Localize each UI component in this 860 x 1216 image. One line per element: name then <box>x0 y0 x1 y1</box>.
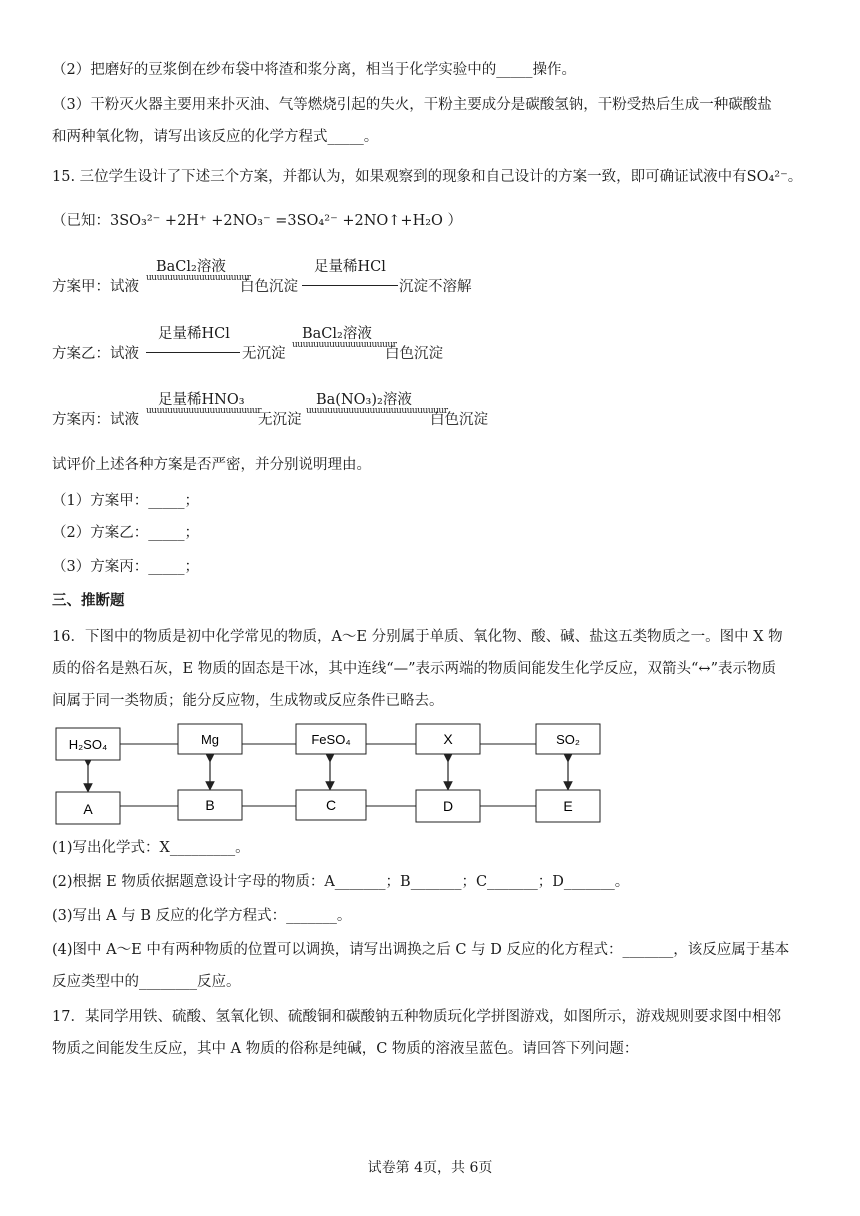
question-16-sub-4-line-1: (4)图中 A～E 中有两种物质的位置可以调换，请写出调换之后 C 与 D 反应的化方程式：_______，该反应属于基本 <box>52 942 790 958</box>
scheme-yi-arrow-2: uuuuuuuuuuuuuuuuuuur <box>292 340 397 350</box>
scheme-bing-arrow-1: uuuuuuuuuuuuuuuuuuuuur <box>146 406 262 416</box>
label-bottom-2: B <box>205 797 215 813</box>
label-top-5: SO₂ <box>556 732 580 747</box>
scheme-bing <box>52 388 812 428</box>
label-top-3: FeSO₄ <box>311 732 351 747</box>
scheme-jia <box>52 255 812 295</box>
scheme-yi-result-2: 白色沉淀 <box>385 346 443 362</box>
scheme-bing-result-1: 无沉淀 <box>258 412 302 428</box>
question-16-line-1: 16．下图中的物质是初中化学常见的物质，A～E 分别属于单质、氧化物、酸、碱、盐这五类物质之一。图中 X 物 <box>52 629 783 645</box>
scheme-yi <box>52 322 812 362</box>
section-heading: 三、推断题 <box>52 592 125 609</box>
scheme-bing-result-2: 白色沉淀 <box>430 412 488 428</box>
scheme-yi-reagent-2: BaCl₂溶液 <box>302 326 372 342</box>
question-17-line-1: 17．某同学用铁、硫酸、氢氧化钡、硫酸铜和碳酸钠五种物质玩化学拼图游戏，如图所示，游戏规则要求图中相邻 <box>52 1009 781 1025</box>
question-16-sub-1: (1)写出化学式：X_________。 <box>52 840 250 856</box>
scheme-bing-label: 方案丙：试液 <box>52 412 139 428</box>
scheme-jia-result-2: 沉淀不溶解 <box>399 279 472 295</box>
scheme-bing-reagent-2: Ba(NO₃)₂溶液 <box>316 392 412 408</box>
question-14-part-3-line-1: （3）干粉灭火器主要用来扑灭油、气等燃烧引起的失火，干粉主要成分是碳酸氢钠，干粉受热后生成一种碳酸盐 <box>52 97 772 113</box>
scheme-yi-reagent-1: 足量稀HCl <box>158 326 230 342</box>
question-16-sub-4-line-2: 反应类型中的________反应。 <box>52 974 241 990</box>
scheme-yi-arrow-1 <box>146 352 240 353</box>
scheme-jia-arrow-2 <box>302 285 398 286</box>
label-top-4: X <box>443 731 453 747</box>
scheme-bing-reagent-1: 足量稀HNO₃ <box>158 392 245 408</box>
label-bottom-3: C <box>325 797 337 813</box>
label-bottom-5: E <box>563 798 573 814</box>
question-15-stem: 15. 三位学生设计了下述三个方案，并都认为，如果观察到的现象和自己设计的方案一致，即可确证试液中有SO₄²⁻。 <box>52 169 803 185</box>
substance-relation-diagram <box>50 718 610 828</box>
question-14-part-2: （2）把磨好的豆浆倒在纱布袋中将渣和浆分离，相当于化学实验中的_____操作。 <box>52 62 576 78</box>
scheme-jia-reagent-2: 足量稀HCl <box>314 259 386 275</box>
scheme-jia-result-1: 白色沉淀 <box>240 279 298 295</box>
label-top-1: H₂SO₄ <box>68 737 108 752</box>
question-16-sub-3: (3)写出 A 与 B 反应的化学方程式：_______。 <box>52 908 352 924</box>
label-bottom-1: A <box>83 801 93 817</box>
scheme-yi-label: 方案乙：试液 <box>52 346 139 362</box>
question-14-part-3-line-2: 和两种氧化物，请写出该反应的化学方程式_____。 <box>52 129 379 145</box>
scheme-jia-label: 方案甲：试液 <box>52 279 139 295</box>
question-16-line-3: 间属于同一类物质；能分反应物，生成物或反应条件已略去。 <box>52 693 444 709</box>
question-16-line-2: 质的俗名是熟石灰，E 物质的固态是干冰，其中连线“—”表示两端的物质间能发生化学反应，双箭头“↔”表示物质 <box>52 661 776 677</box>
scheme-jia-reagent-1: BaCl₂溶液 <box>156 259 226 275</box>
question-15-known-equation: （已知：3SO₃²⁻ +2H⁺ +2NO₃⁻ =3SO₄²⁻ +2NO↑+H₂O ） <box>52 213 463 229</box>
question-16-sub-2: (2)根据 E 物质依据题意设计字母的物质：A_______；B_______；C_______；D_______。 <box>52 874 630 890</box>
answer-scheme-jia: （1）方案甲：_____； <box>52 493 199 509</box>
scheme-bing-arrow-2: uuuuuuuuuuuuuuuuuuuuuuuuuur <box>306 406 448 416</box>
scheme-jia-arrow-1: uuuuuuuuuuuuuuuuuuur <box>146 273 251 283</box>
label-top-2: Mg <box>200 732 220 747</box>
answer-scheme-yi: （2）方案乙：_____； <box>52 525 199 541</box>
evaluate-instruction: 试评价上述各种方案是否严密，并分别说明理由。 <box>52 457 371 473</box>
label-bottom-4: D <box>442 798 454 814</box>
page-footer: 试卷第 4页，共 6页 <box>367 1160 493 1176</box>
question-17-line-2: 物质之间能发生反应，其中 A 物质的俗称是纯碱，C 物质的溶液呈蓝色。请回答下列问题： <box>52 1041 639 1057</box>
scheme-yi-result-1: 无沉淀 <box>242 346 286 362</box>
answer-scheme-bing: （3）方案丙：_____； <box>52 559 199 575</box>
